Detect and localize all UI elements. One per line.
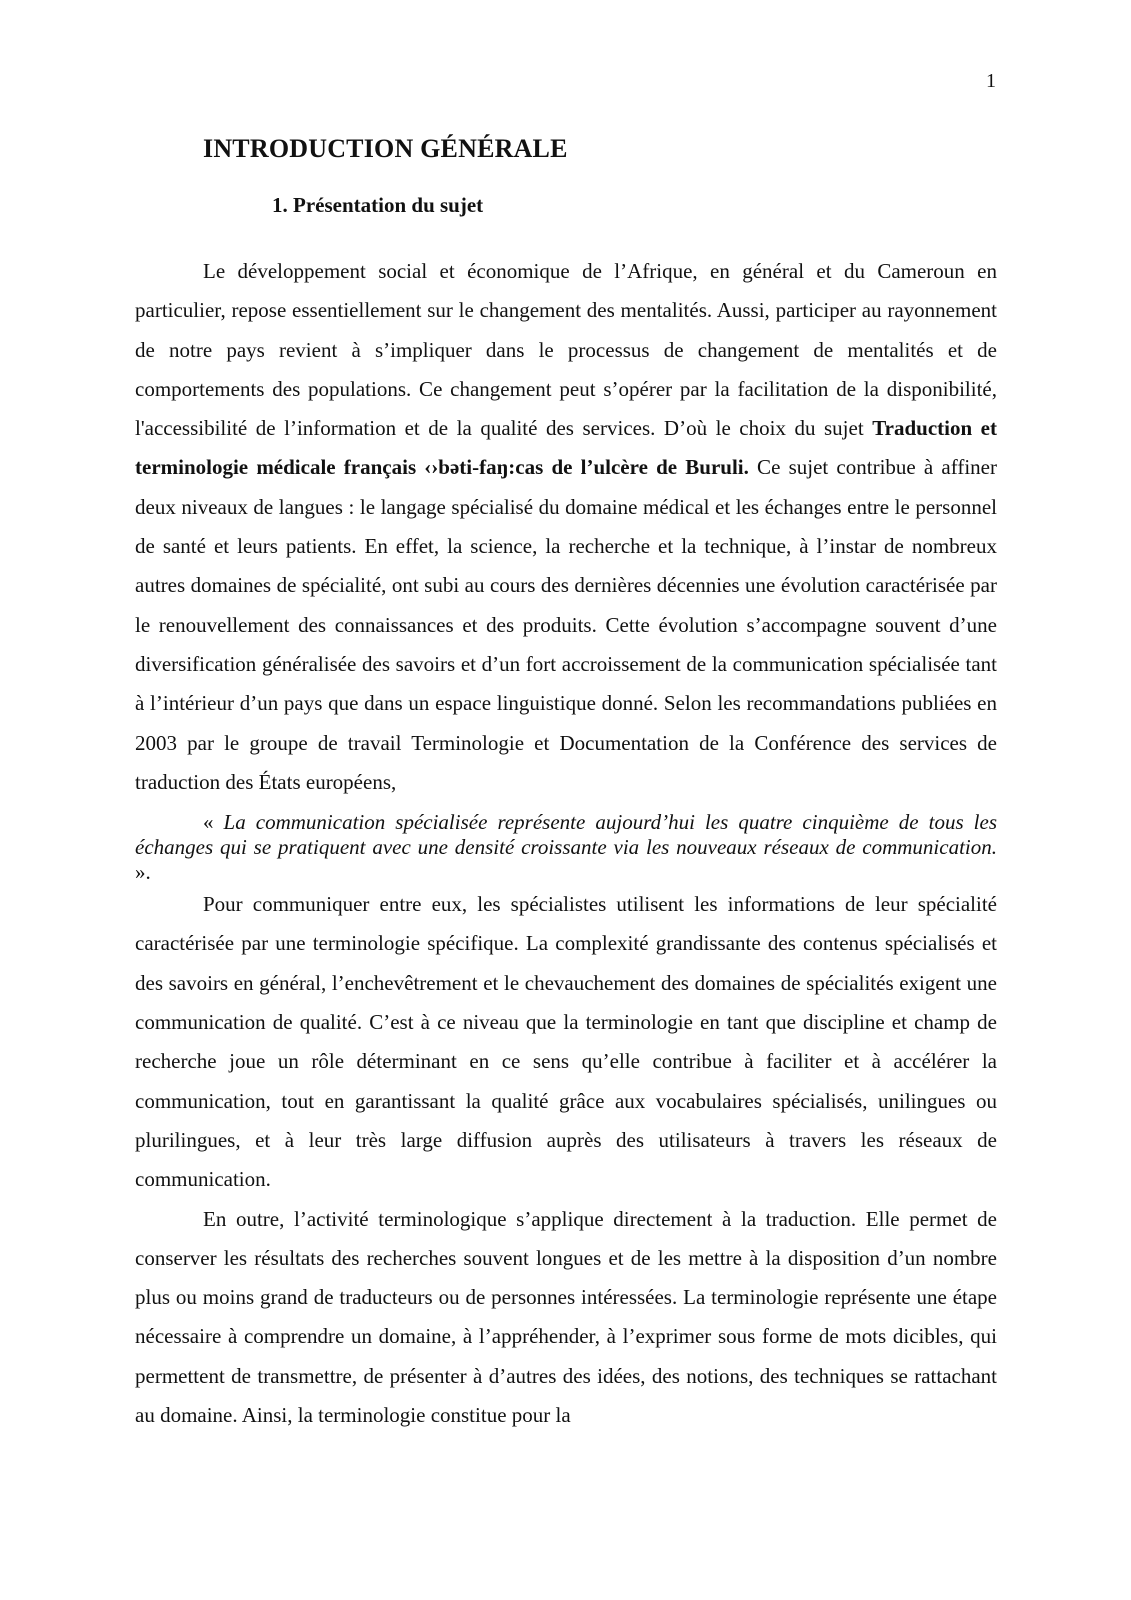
page-title: INTRODUCTION GÉNÉRALE bbox=[203, 134, 568, 163]
paragraph-2: Pour communiquer entre eux, les spécialistes utilisent les informations de leur spécialité caractérisée par une terminologie spécifique. La complexité grandissante des contenus spécialisés et des savoirs en général, l’enchevêtrement et le chevauchement des domaines de spécialités exigent une communication de qualité. C’est à ce niveau que la terminologie en tant que discipline et champ de recherche joue un rôle déterminant en ce sens qu’elle contribue à faciliter et à accélérer la communication, tout en garantissant la qualité grâce aux vocabulaires spécialisés, unilingues ou plurilingues, et à leur très large diffusion auprès des utilisateurs à travers les réseaux de communication. bbox=[135, 892, 997, 1192]
block-quote bbox=[135, 810, 997, 885]
page-number: 1 bbox=[986, 70, 996, 92]
paragraph-1-text-b: Ce sujet contribue à affiner deux niveaux de langues : le langage spécialisé du domaine médical et les échanges entre le personnel de santé et leurs patients. En effet, la science, la recherche et la technique, à l’instar de nombreux autres domaines de spécialité, ont subi au cours des dernières décennies une évolution caractérisée par le renouvellement des connaissances et des produits. Cette évolution s’accompagne souvent d’une diversification généralisée des savoirs et d’un fort accroissement de la communication spécialisée tant à l’intérieur d’un pays que dans un espace linguistique donné. Selon les recommandations publiées en 2003 par le groupe de travail Terminologie et Documentation de la Conférence des services de traduction des États européens, bbox=[135, 455, 997, 794]
quote-close: ». bbox=[135, 860, 151, 885]
subject-title: Traduction et terminologie médicale français ‹›bəti-faŋ:cas de l’ulcère de Buruli. bbox=[135, 416, 997, 480]
paragraph-3: En outre, l’activité terminologique s’applique directement à la traduction. Elle permet de conserver les résultats des recherches souvent longues et de les mettre à la disposition d’un nombre plus ou moins grand de traducteurs ou de personnes intéressées. La terminologie représente une étape nécessaire à comprendre un domaine, à l’appréhender, à l’exprimer sous forme de mots dicibles, qui permettent de transmettre, de présenter à d’autres des idées, des notions, des techniques se rattachant au domaine. Ainsi, la terminologie constitue pour la bbox=[135, 1206, 997, 1428]
quote-text: La communication spécialisée représente aujourd’hui les quatre cinquième de tous les échanges qui se pratiquent avec une densité croissante via les nouveaux réseaux de communication. bbox=[135, 810, 997, 860]
quote-open: « bbox=[203, 810, 224, 835]
paragraph-1-text-a: Le développement social et économique de l’Afrique, en général et du Cameroun en particulier, repose essentiellement sur le changement des mentalités. Aussi, participer au rayonnement de notre pays revient à s’impliquer dans le processus de changement de mentalités et de comportements des populations. Ce changement peut s’opérer par la facilitation de la disponibilité, l'accessibilité de l’information et de la qualité des services. D’où le choix du sujet bbox=[135, 259, 997, 441]
paragraph-1 bbox=[135, 252, 997, 802]
document-body bbox=[135, 252, 997, 1435]
section-heading: 1. Présentation du sujet bbox=[272, 193, 484, 217]
